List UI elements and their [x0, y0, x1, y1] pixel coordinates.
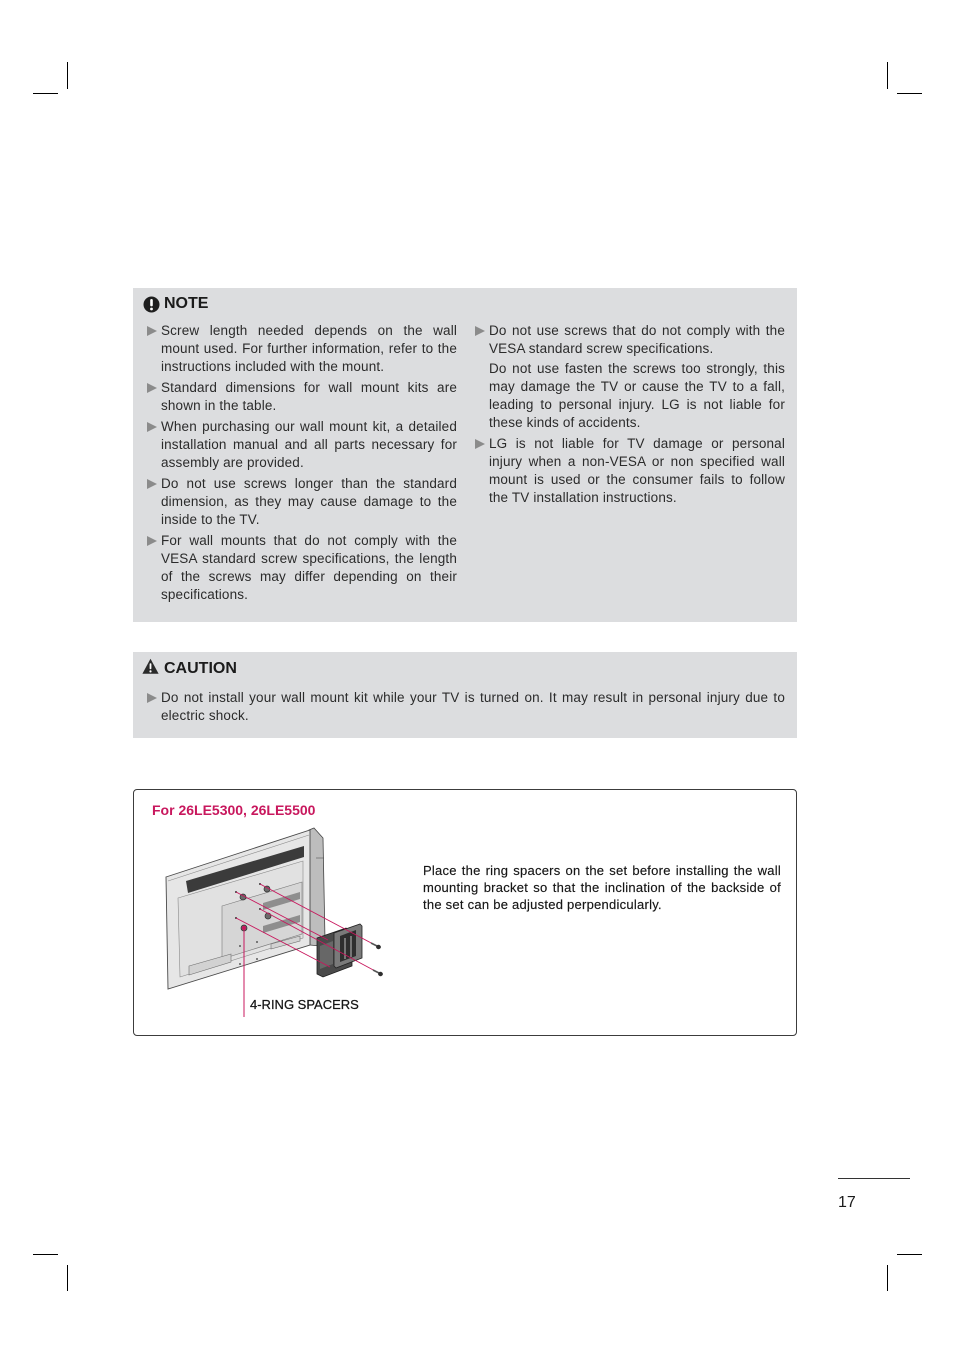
- icon-exclamation-bar: [150, 299, 153, 306]
- triangle-right-icon: [147, 693, 157, 703]
- crop-mark-top-right-vertical: [887, 62, 888, 89]
- caution-title: CAUTION: [164, 660, 237, 677]
- caution-header: [142, 659, 342, 679]
- note-item-text: When purchasing our wall mount kit, a detailed installation manual and all parts necessary for assembly are provided.: [161, 419, 457, 470]
- triangle-right-icon: [147, 383, 157, 393]
- icon-exclamation-dot: [149, 670, 151, 672]
- ring-spacer-figure-box: [133, 789, 797, 1036]
- note-item-text: Screw length needed depends on the wall mount used. For further information, refer to the instructions included with the mount.: [161, 323, 457, 374]
- note-list-item: [147, 322, 457, 376]
- page-number: 17: [838, 1194, 856, 1211]
- warning-triangle-icon: [142, 658, 159, 675]
- note-item-text: LG is not liable for TV damage or personal injury when a non-VESA or non specified wall mount is used or the consumer fails to follow the TV installation instructions.: [489, 436, 785, 505]
- note-list-item: [147, 532, 457, 604]
- exclamation-circle-icon-graphic: [143, 296, 160, 313]
- note-left-column: [147, 322, 457, 607]
- screw-head: [378, 972, 383, 976]
- crop-mark-top-left-vertical: [67, 62, 68, 89]
- note-header: [143, 294, 343, 314]
- triangle-right-icon: [147, 422, 157, 432]
- tv-screw-hole: [239, 945, 241, 947]
- mounting-instruction-text: Place the ring spacers on the set before installing the wall mounting bracket so that the inclination of the backside of the set can be adjusted perpendicularly.: [423, 863, 781, 912]
- caution-list: [147, 689, 785, 728]
- model-label: For 26LE5300, 26LE5500: [152, 802, 316, 818]
- tv-screw-hole: [256, 941, 258, 943]
- crop-mark-bottom-left-vertical: [67, 1265, 68, 1291]
- crop-mark-top-right-horizontal: [897, 93, 922, 94]
- warning-triangle-icon-graphic: [142, 658, 159, 675]
- icon-exclamation-dot: [150, 308, 153, 311]
- icon-exclamation-bar: [150, 663, 152, 669]
- caution-item-text: Do not install your wall mount kit while your TV is turned on. It may result in personal injury due to electric shock.: [161, 690, 785, 723]
- note-title: NOTE: [164, 295, 209, 312]
- note-box: [133, 288, 797, 622]
- note-list-item: [475, 322, 785, 432]
- caution-list-item: [147, 689, 785, 725]
- screw-shaft: [373, 970, 379, 973]
- triangle-right-icon: [147, 536, 157, 546]
- note-item-text: Standard dimensions for wall mount kits are shown in the table.: [161, 380, 457, 413]
- tv-screw-hole: [239, 963, 241, 965]
- triangle-right-icon: [147, 326, 157, 336]
- exclamation-circle-icon: [143, 296, 160, 313]
- crop-mark-bottom-left-horizontal: [33, 1254, 58, 1255]
- triangle-right-icon: [147, 479, 157, 489]
- screw-head: [376, 945, 381, 949]
- note-list-item: [147, 379, 457, 415]
- callout-dot: [242, 926, 246, 930]
- ring-spacers-label: 4-RING SPACERS: [250, 997, 359, 1012]
- note-item-text: Do not use screws longer than the standard dimension, as they may cause damage to the inside to the TV.: [161, 476, 457, 527]
- page-number-rule: [838, 1178, 910, 1179]
- note-right-column: [475, 322, 785, 510]
- note-list-item: [475, 435, 785, 507]
- screw: [371, 943, 381, 949]
- triangle-right-icon: [475, 439, 485, 449]
- ring-spacer: [265, 913, 271, 919]
- note-list-item: [147, 475, 457, 529]
- note-item-text: For wall mounts that do not comply with the VESA standard screw specifications, the length of the screws may differ depending on their specifications.: [161, 533, 457, 602]
- note-item-text: Do not use screws that do not comply with the VESA standard screw specifications.: [489, 323, 785, 356]
- note-list-item: [147, 418, 457, 472]
- note-item-continuation: Do not use fasten the screws too strongly, this may damage the TV or cause the TV to a fall, leading to personal injury. LG is not liable for these kinds of accidents.: [489, 361, 785, 430]
- crop-mark-bottom-right-vertical: [887, 1265, 888, 1291]
- screw: [373, 970, 383, 976]
- tv-back-panel: [166, 828, 325, 989]
- screw-shaft: [371, 943, 377, 946]
- caution-box: [133, 652, 797, 738]
- tv-side-edge: [309, 828, 325, 946]
- crop-mark-bottom-right-horizontal: [897, 1254, 922, 1255]
- crop-mark-top-left-horizontal: [33, 93, 58, 94]
- triangle-right-icon: [475, 326, 485, 336]
- tv-screw-hole: [256, 958, 258, 960]
